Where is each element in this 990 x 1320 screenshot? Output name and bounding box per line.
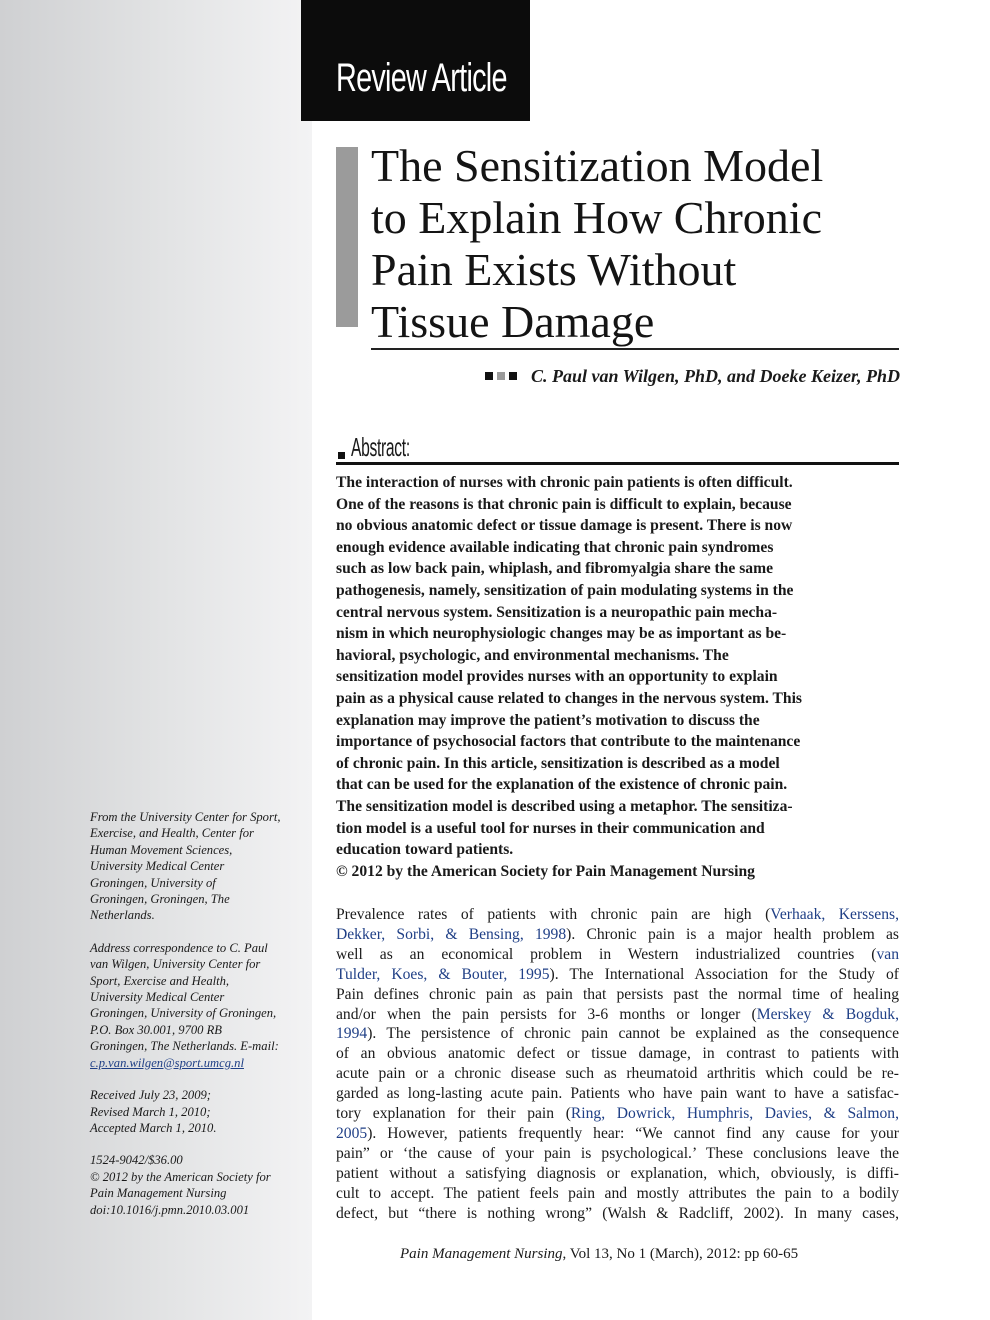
square-bullet-icon	[485, 372, 493, 380]
body-line: Pain defines chronic pain as pain that persists past the normal time of healing	[336, 985, 899, 1003]
article-type-banner	[301, 0, 530, 121]
citation-link[interactable]: Verhaak, Kerssens,	[770, 906, 899, 923]
body-line: defect, but “there is nothing wrong” (Walsh & Radcliff, 2002). In many cases,	[336, 1204, 899, 1222]
note-line: doi:10.1016/j.pmn.2010.03.001	[90, 1202, 250, 1217]
abstract-line: enough evidence available indicating that chronic pain syndromes	[336, 538, 774, 556]
abstract-line: that can be used for the explanation of the existence of chronic pain.	[336, 776, 788, 794]
abstract-line: tion model is a useful tool for nurses in their communication and	[336, 819, 765, 837]
abstract-text	[336, 472, 899, 882]
abstract-line: importance of psychosocial factors that contribute to the maintenance	[336, 733, 801, 751]
journal-name: Pain Management Nursing	[400, 1246, 563, 1262]
citation-link[interactable]: Merskey & Bogduk,	[756, 1005, 899, 1023]
dates-note	[90, 1087, 305, 1136]
body-text-run: Prevalence rates of patients with chronic pain are high (	[336, 906, 771, 923]
abstract-label: Abstract:	[351, 432, 410, 462]
note-line: Accepted March 1, 2010.	[90, 1120, 217, 1135]
authors: C. Paul van Wilgen, PhD, and Doeke Keizer, PhD	[530, 365, 900, 386]
article-side-notes	[90, 809, 305, 1218]
note-line: Revised March 1, 2010;	[90, 1104, 211, 1119]
note-line: van Wilgen, University Center for	[90, 957, 261, 972]
abstract-line: of chronic pain. In this article, sensitization is described as a model	[336, 754, 780, 772]
body-line	[336, 925, 899, 945]
article-type-label: Review Article	[336, 56, 507, 100]
abstract-line: central nervous system. Sensitization is a neuropathic pain mecha-	[336, 603, 778, 621]
note-line: Exercise, and Health, Center for	[90, 826, 254, 841]
abstract-line: education toward patients.	[336, 841, 514, 859]
abstract-copyright: © 2012 by the American Society for Pain Management Nursing	[336, 862, 755, 880]
body-line	[336, 905, 899, 925]
note-line: University Medical Center	[90, 990, 225, 1005]
body-line: patient without a satisfying diagnosis or explanation, which, obviously, is diffi-	[336, 1164, 899, 1182]
body-text-run: tory explanation for their pain (	[336, 1105, 571, 1123]
abstract-line: such as low back pain, whiplash, and fibromyalgia share the same	[336, 560, 773, 578]
square-bullet-icon	[509, 372, 517, 380]
body-line: garded as long-lasting acute pain. Patients who have pain want to have a satisfac-	[336, 1085, 899, 1103]
note-line: Human Movement Sciences,	[90, 842, 233, 857]
abstract-line: The interaction of nurses with chronic pain patients is often difficult.	[336, 474, 793, 491]
body-line	[336, 1024, 899, 1044]
title-line: Tissue Damage	[371, 296, 655, 347]
note-line: Groningen, University of	[90, 875, 216, 890]
abstract-line: The sensitization model is described using a metaphor. The sensitiza-	[336, 797, 793, 815]
abstract-line: sensitization model provides nurses with an opportunity to explain	[336, 668, 778, 686]
citation-details: , Vol 13, No 1 (March), 2012: pp 60-65	[562, 1246, 799, 1262]
note-line: P.O. Box 30.001, 9700 RB	[90, 1022, 222, 1037]
body-line	[336, 945, 899, 965]
affiliation-note	[90, 809, 305, 924]
note-line: Sport, Exercise and Health,	[90, 973, 230, 988]
abstract-line: One of the reasons is that chronic pain is difficult to explain, because	[336, 495, 792, 513]
note-line: Address correspondence to C. Paul	[90, 940, 268, 955]
body-text-run: well as an economical problem in Western industrialized countries (	[336, 945, 877, 963]
abstract-divider	[336, 462, 899, 465]
note-line: University Medical Center	[90, 859, 225, 874]
citation-link[interactable]: Tulder, Koes, & Bouter, 1995	[336, 965, 550, 983]
title-line: Pain Exists Without	[371, 244, 737, 295]
email-link[interactable]: c.p.van.wilgen@sport.umcg.nl	[90, 1055, 244, 1070]
body-line	[336, 965, 899, 985]
journal-footer	[400, 1246, 900, 1263]
citation-link[interactable]: Dekker, Sorbi, & Bensing, 1998	[336, 925, 567, 943]
note-line: From the University Center for Sport,	[90, 810, 281, 824]
title-line: The Sensitization Model	[371, 140, 824, 191]
body-line	[336, 1005, 899, 1025]
abstract-line: pain as a physical cause related to changes in the nervous system. This	[336, 689, 802, 707]
body-line	[336, 1124, 899, 1144]
abstract-line: explanation may improve the patient’s motivation to discuss the	[336, 711, 760, 729]
note-line: Groningen, Groningen, The	[90, 892, 230, 907]
note-spacer	[90, 924, 305, 940]
note-spacer	[90, 1136, 305, 1152]
note-line: Netherlands.	[90, 908, 155, 923]
article-title	[371, 140, 931, 348]
body-line: cult to accept. The patient feels pain and mostly attributes the pain to a bodily	[336, 1184, 899, 1202]
body-line	[336, 1104, 899, 1124]
body-text-run: ). Chronic pain is a major health problem as	[566, 925, 900, 943]
author-line	[390, 364, 900, 388]
square-bullet-icon	[338, 452, 345, 459]
note-line: 1524-9042/$36.00	[90, 1153, 183, 1168]
note-line: Groningen, University of Groningen,	[90, 1006, 277, 1021]
citation-link[interactable]: 2005	[336, 1124, 368, 1142]
title-accent-bar	[336, 147, 358, 327]
abstract-heading	[338, 432, 449, 463]
title-line: to Explain How Chronic	[371, 192, 822, 243]
citation-link[interactable]: 1994	[336, 1025, 368, 1043]
body-line: of an obvious anatomic defect or tissue damage, in contrast to patients with	[336, 1045, 899, 1063]
citation-link[interactable]: Ring, Dowrick, Humphris, Davies, & Salmon,	[570, 1105, 899, 1123]
note-line: Pain Management Nursing	[90, 1186, 227, 1201]
note-line: Groningen, The Netherlands. E-mail:	[90, 1039, 279, 1054]
body-text-run: and/or when the pain persists for 3-6 months or longer (	[336, 1005, 757, 1023]
author-divider	[371, 348, 899, 350]
abstract-line: pathogenesis, namely, sensitization of pain modulating systems in the	[336, 581, 794, 599]
abstract-line: havioral, psychologic, and environmental mechanisms. The	[336, 646, 729, 664]
body-text-run: ). The International Association for the Study of	[549, 965, 899, 983]
square-bullet-icon	[497, 372, 505, 380]
citation-link[interactable]: van	[876, 945, 899, 963]
note-line: © 2012 by the American Society for	[90, 1169, 271, 1184]
body-text-run: ). The persistence of chronic pain cannot be explained as the consequence	[367, 1025, 899, 1043]
publication-note	[90, 1152, 305, 1218]
correspondence-note	[90, 940, 305, 1071]
body-line: acute pain or a chronic disease such as rheumatoid arthritis which could be re-	[336, 1065, 899, 1083]
note-line: Received July 23, 2009;	[90, 1088, 211, 1103]
abstract-line: no obvious anatomic defect or tissue damage is present. There is now	[336, 517, 793, 535]
body-text	[336, 905, 899, 1224]
abstract-line: nism in which neurophysiologic changes may be as important as be-	[336, 625, 787, 643]
body-text-run: ). However, patients frequently hear: “We cannot find any cause for your	[367, 1124, 899, 1142]
body-line: pain” or ‘the cause of your pain is psychological.’ These conclusions leave the	[336, 1144, 899, 1162]
note-spacer	[90, 1071, 305, 1087]
